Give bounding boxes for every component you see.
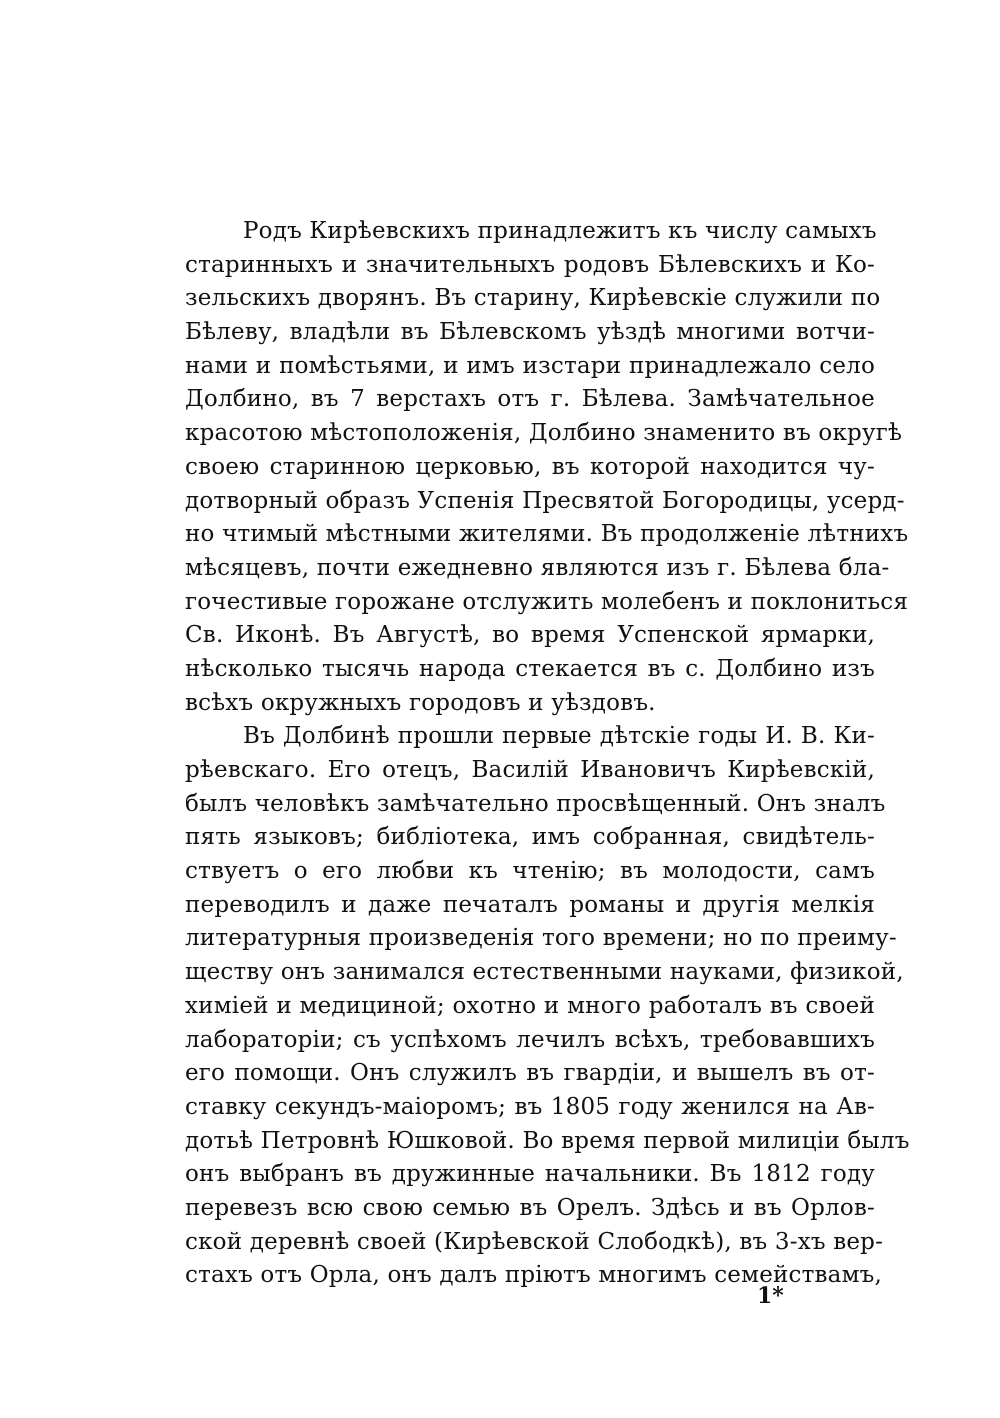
text-line: Св. Иконѣ. Въ Августѣ, во время Успенской ярмарки, [185, 622, 875, 649]
text-line: онъ выбранъ въ дружинные начальники. Въ 1812 году [185, 1161, 875, 1188]
text-line: зельскихъ дворянъ. Въ старину, Кирѣевскіе служили по [185, 285, 881, 312]
text-line: химіей и медициной; охотно и много работалъ въ своей [185, 992, 875, 1019]
text-line: нами и помѣстьями, и имъ изстари принадлежало село [185, 352, 875, 379]
text-line: старинныхъ и значительныхъ родовъ Бѣлевскихъ и Ко- [185, 251, 875, 278]
text-line: Родъ Кирѣевскихъ принадлежитъ къ числу самыхъ [243, 218, 877, 244]
text-line: Долбино, въ 7 верстахъ отъ г. Бѣлева. Замѣчательное [185, 386, 875, 413]
paragraph-2 [185, 720, 910, 1293]
text-line: переводилъ и даже печаталъ романы и другія мелкія [185, 891, 875, 918]
paragraph-1 [185, 215, 909, 720]
text-line: дотьѣ Петровнѣ Юшковой. Во время первой милиціи былъ [185, 1127, 910, 1154]
text-line: ствуетъ о его любви къ чтенію; въ молодости, самъ [185, 858, 875, 885]
body-text [185, 215, 910, 1293]
text-line: Бѣлеву, владѣли въ Бѣлевскомъ уѣздѣ многими вотчи- [185, 319, 875, 346]
text-line: былъ человѣкъ замѣчательно просвѣщенный. Онъ зналъ [185, 790, 886, 817]
text-line: стахъ отъ Орла, онъ далъ пріютъ многимъ семействамъ, [185, 1262, 883, 1289]
text-line: рѣевскаго. Его отецъ, Василій Ивановичъ Кирѣевскій, [185, 757, 875, 783]
text-line: литературныя произведенія того времени; но по преиму- [185, 925, 897, 952]
text-line: своею старинною церковью, въ которой находится чу- [185, 453, 875, 480]
text-line: лабораторіи; съ успѣхомъ лечилъ всѣхъ, требовавшихъ [185, 1026, 875, 1053]
text-line: ской деревнѣ своей (Кирѣевской Слободкѣ), въ 3-хъ вер- [185, 1228, 884, 1255]
text-line: всѣхъ окружныхъ городовъ и уѣздовъ. [185, 689, 656, 716]
text-line: ставку секундъ-маіоромъ; въ 1805 году женился на Ав- [185, 1093, 875, 1120]
text-line: но чтимый мѣстными жителями. Въ продолженіе лѣтнихъ [185, 521, 909, 548]
text-line: нѣсколько тысячь народа стекается въ с. Долбино изъ [185, 655, 875, 682]
text-line: пять языковъ; библіотека, имъ собранная, свидѣтель- [185, 824, 875, 851]
text-line: гочестивые горожане отслужить молебенъ и поклониться [185, 588, 909, 615]
text-line: Въ Долбинѣ прошли первые дѣтскіе годы И. В. Ки- [243, 723, 875, 750]
text-line: его помощи. Онъ служилъ въ гвардіи, и вышелъ въ от- [185, 1060, 875, 1087]
text-line: мѣсяцевъ, почти ежедневно являются изъ г. Бѣлева бла- [185, 554, 890, 581]
text-line: красотою мѣстоположенія, Долбино знаменито въ округѣ [185, 420, 903, 447]
signature-mark: 1* [757, 1283, 784, 1309]
text-line: дотворный образъ Успенія Пресвятой Богородицы, усерд- [185, 487, 905, 514]
text-line: перевезъ всю свою семью въ Орелъ. Здѣсь и въ Орлов- [185, 1194, 875, 1221]
text-line: ществу онъ занимался естественными науками, физикой, [185, 959, 904, 986]
